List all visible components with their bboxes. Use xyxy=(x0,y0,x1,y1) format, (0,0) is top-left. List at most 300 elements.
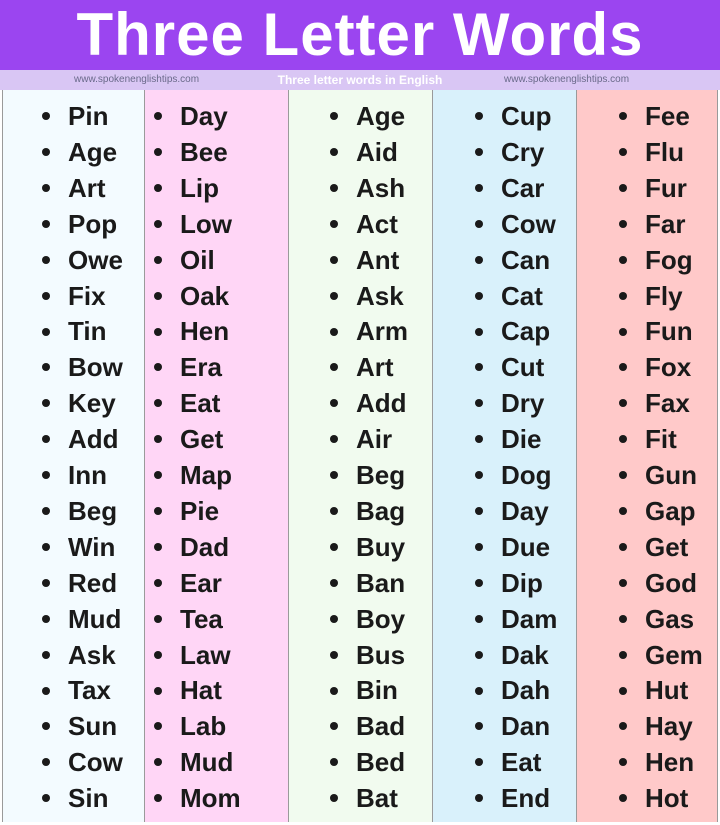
word-item xyxy=(475,601,557,637)
word-item xyxy=(42,421,119,457)
word-column-5 xyxy=(577,90,718,822)
bullet-icon xyxy=(154,722,162,730)
word-text: Hat xyxy=(180,675,222,706)
word-item xyxy=(619,637,703,673)
word-text: Dam xyxy=(501,603,558,634)
word-item xyxy=(154,385,220,421)
word-item xyxy=(475,349,544,385)
word-item xyxy=(619,493,696,529)
word-text: Bee xyxy=(180,136,228,167)
word-text: Can xyxy=(501,244,551,275)
bullet-icon xyxy=(154,220,162,228)
word-item xyxy=(154,744,233,780)
word-item xyxy=(619,242,693,278)
word-item xyxy=(619,780,688,816)
word-item xyxy=(475,134,544,170)
bullet-icon xyxy=(619,292,627,300)
word-text: Beg xyxy=(68,495,118,526)
word-item xyxy=(619,98,690,134)
word-item xyxy=(475,565,543,601)
bullet-icon xyxy=(475,292,483,300)
word-text: Fix xyxy=(68,280,106,311)
bullet-icon xyxy=(42,220,50,228)
bullet-icon xyxy=(42,543,50,551)
word-item xyxy=(154,672,222,708)
bullet-icon xyxy=(154,543,162,551)
bullet-icon xyxy=(619,507,627,515)
word-text: Sin xyxy=(68,783,109,814)
word-text: Ban xyxy=(356,567,406,598)
word-text: Dry xyxy=(501,388,545,419)
word-item xyxy=(619,385,690,421)
word-item xyxy=(475,457,552,493)
word-text: Mud xyxy=(68,603,122,634)
bullet-icon xyxy=(330,615,338,623)
word-text: Buy xyxy=(356,531,406,562)
word-item xyxy=(154,565,222,601)
bullet-icon xyxy=(475,615,483,623)
word-item xyxy=(42,493,117,529)
bullet-icon xyxy=(330,471,338,479)
word-text: Gas xyxy=(645,603,695,634)
word-text: Win xyxy=(68,531,116,562)
bullet-icon xyxy=(475,184,483,192)
word-item xyxy=(330,421,392,457)
word-text: Fun xyxy=(645,316,693,347)
bullet-icon xyxy=(42,651,50,659)
word-text: Hut xyxy=(645,675,689,706)
bullet-icon xyxy=(330,399,338,407)
page-title: Three Letter Words xyxy=(76,1,644,68)
bullet-icon xyxy=(475,651,483,659)
word-text: Dak xyxy=(501,639,549,670)
bullet-icon xyxy=(42,292,50,300)
bullet-icon xyxy=(619,615,627,623)
word-item xyxy=(619,565,697,601)
bullet-icon xyxy=(154,579,162,587)
word-text: Hen xyxy=(180,316,230,347)
word-item xyxy=(154,349,222,385)
word-text: Red xyxy=(68,567,118,598)
word-text: Fit xyxy=(645,424,677,455)
word-text: Act xyxy=(356,208,398,239)
bullet-icon xyxy=(42,328,50,336)
bullet-icon xyxy=(154,148,162,156)
bullet-icon xyxy=(619,543,627,551)
word-text: Far xyxy=(645,208,686,239)
word-item xyxy=(154,242,215,278)
word-item xyxy=(475,637,549,673)
word-text: Day xyxy=(501,495,549,526)
word-text: Aid xyxy=(356,136,398,167)
word-item xyxy=(330,98,405,134)
bullet-icon xyxy=(619,758,627,766)
word-grid xyxy=(0,90,720,825)
word-item xyxy=(330,529,405,565)
word-text: Age xyxy=(356,101,406,131)
word-item xyxy=(42,601,121,637)
bullet-icon xyxy=(42,148,50,156)
word-item xyxy=(619,349,691,385)
word-item xyxy=(42,565,117,601)
bullet-icon xyxy=(619,256,627,264)
word-item xyxy=(154,278,229,314)
word-text: Lab xyxy=(180,711,227,742)
bullet-icon xyxy=(330,363,338,371)
bullet-icon xyxy=(475,687,483,695)
word-text: Ant xyxy=(356,244,400,275)
word-item xyxy=(42,708,117,744)
bullet-icon xyxy=(619,722,627,730)
header-banner xyxy=(0,0,720,70)
bullet-icon xyxy=(619,112,627,120)
word-item xyxy=(475,744,541,780)
bullet-icon xyxy=(42,399,50,407)
word-item xyxy=(42,134,117,170)
word-item xyxy=(330,170,405,206)
bullet-icon xyxy=(330,184,338,192)
word-text: Ash xyxy=(356,172,406,203)
word-item xyxy=(154,601,223,637)
word-item xyxy=(42,672,111,708)
website-right: www.spokenenglishtips.com xyxy=(504,74,630,85)
word-column-1 xyxy=(2,90,145,822)
word-item xyxy=(475,313,550,349)
word-item xyxy=(154,457,232,493)
word-item xyxy=(330,134,398,170)
word-text: Get xyxy=(180,424,224,455)
bullet-icon xyxy=(154,328,162,336)
bullet-icon xyxy=(619,687,627,695)
subtitle-bar xyxy=(0,70,720,90)
word-item xyxy=(42,278,106,314)
word-text: Ask xyxy=(68,639,116,670)
bullet-icon xyxy=(619,435,627,443)
word-text: Die xyxy=(501,424,542,455)
bullet-icon xyxy=(154,184,162,192)
word-text: Dog xyxy=(501,460,552,490)
word-item xyxy=(619,421,677,457)
word-column-2 xyxy=(145,90,289,822)
word-text: Cup xyxy=(501,101,552,131)
bullet-icon xyxy=(619,148,627,156)
word-text: Fly xyxy=(645,280,683,311)
word-item xyxy=(475,780,550,816)
word-item xyxy=(475,242,550,278)
word-text: Ear xyxy=(180,567,222,598)
word-item xyxy=(154,206,232,242)
word-text: Ask xyxy=(356,280,404,311)
word-item xyxy=(154,780,241,816)
word-text: Boy xyxy=(356,603,406,634)
word-column-4 xyxy=(433,90,577,822)
word-item xyxy=(330,708,405,744)
word-text: Bow xyxy=(68,352,123,383)
word-item xyxy=(619,206,685,242)
word-text: Air xyxy=(356,424,393,455)
word-item xyxy=(330,672,398,708)
word-item xyxy=(154,134,228,170)
word-text: Fur xyxy=(645,172,687,203)
word-text: Dad xyxy=(180,531,230,562)
word-text: Mom xyxy=(180,783,241,814)
bullet-icon xyxy=(154,615,162,623)
word-text: Low xyxy=(180,208,232,239)
word-item xyxy=(475,98,552,134)
word-item xyxy=(42,98,108,134)
word-item xyxy=(330,278,404,314)
word-item xyxy=(330,206,398,242)
word-text: Age xyxy=(68,136,118,167)
word-text: Hot xyxy=(645,783,689,814)
word-text: Art xyxy=(68,172,106,203)
word-text: Fox xyxy=(645,352,692,383)
word-item xyxy=(330,744,405,780)
word-text: Hen xyxy=(645,747,695,778)
word-text: Art xyxy=(356,352,394,383)
word-item xyxy=(619,601,694,637)
bullet-icon xyxy=(330,435,338,443)
word-text: Mud xyxy=(180,747,234,778)
bullet-icon xyxy=(42,112,50,120)
word-text: Add xyxy=(68,424,119,455)
bullet-icon xyxy=(154,112,162,120)
word-text: Cry xyxy=(501,136,545,167)
word-text: Era xyxy=(180,352,222,383)
word-text: End xyxy=(501,783,551,814)
bullet-icon xyxy=(475,471,483,479)
bullet-icon xyxy=(475,758,483,766)
word-item xyxy=(154,170,219,206)
bullet-icon xyxy=(154,292,162,300)
word-item xyxy=(42,780,108,816)
word-item xyxy=(154,637,231,673)
word-text: Tea xyxy=(180,603,223,634)
bullet-icon xyxy=(42,794,50,802)
word-text: Gem xyxy=(645,639,703,670)
word-text: Inn xyxy=(68,460,107,490)
word-text: Tin xyxy=(68,316,107,347)
word-text: Cut xyxy=(501,352,545,383)
word-column-3 xyxy=(289,90,433,822)
word-text: God xyxy=(645,567,697,598)
word-text: Dip xyxy=(501,567,543,598)
word-item xyxy=(475,421,541,457)
bullet-icon xyxy=(42,579,50,587)
word-text: Cow xyxy=(501,208,556,239)
bullet-icon xyxy=(619,399,627,407)
bullet-icon xyxy=(42,758,50,766)
word-text: Bin xyxy=(356,675,398,706)
bullet-icon xyxy=(619,651,627,659)
word-text: Beg xyxy=(356,460,406,490)
word-text: Fog xyxy=(645,244,693,275)
word-text: Cap xyxy=(501,316,551,347)
word-item xyxy=(619,278,683,314)
bullet-icon xyxy=(475,112,483,120)
bullet-icon xyxy=(154,399,162,407)
word-text: Gap xyxy=(645,495,696,526)
word-item xyxy=(154,313,229,349)
bullet-icon xyxy=(475,363,483,371)
word-text: Fee xyxy=(645,101,690,131)
word-text: Cat xyxy=(501,280,543,311)
word-item xyxy=(154,493,219,529)
website-left: www.spokenenglishtips.com xyxy=(74,74,200,85)
bullet-icon xyxy=(42,184,50,192)
word-text: Hay xyxy=(645,711,693,742)
word-text: Due xyxy=(501,531,551,562)
bullet-icon xyxy=(42,722,50,730)
word-item xyxy=(475,278,543,314)
word-text: Lip xyxy=(180,172,219,203)
bullet-icon xyxy=(330,220,338,228)
word-text: Car xyxy=(501,172,545,203)
word-text: Arm xyxy=(356,316,409,347)
word-item xyxy=(330,637,405,673)
bullet-icon xyxy=(42,471,50,479)
word-item xyxy=(619,457,697,493)
bullet-icon xyxy=(154,471,162,479)
bullet-icon xyxy=(154,435,162,443)
word-text: Owe xyxy=(68,244,123,275)
bullet-icon xyxy=(330,687,338,695)
word-text: Pin xyxy=(68,101,109,131)
bullet-icon xyxy=(330,651,338,659)
word-item xyxy=(42,529,115,565)
bullet-icon xyxy=(330,292,338,300)
bullet-icon xyxy=(330,112,338,120)
bullet-icon xyxy=(619,794,627,802)
word-text: Key xyxy=(68,388,116,419)
bullet-icon xyxy=(330,794,338,802)
bullet-icon xyxy=(330,507,338,515)
bullet-icon xyxy=(154,363,162,371)
word-item xyxy=(154,708,226,744)
subtitle: Three letter words in English xyxy=(277,73,443,87)
word-item xyxy=(154,98,228,134)
word-text: Tax xyxy=(68,675,111,706)
word-item xyxy=(475,493,549,529)
bullet-icon xyxy=(330,579,338,587)
word-item xyxy=(42,242,123,278)
word-item xyxy=(330,565,405,601)
word-item xyxy=(619,313,693,349)
bullet-icon xyxy=(154,687,162,695)
word-text: Gun xyxy=(645,460,697,490)
word-item xyxy=(42,744,123,780)
bullet-icon xyxy=(42,363,50,371)
bullet-icon xyxy=(330,722,338,730)
word-item xyxy=(619,134,684,170)
bullet-icon xyxy=(619,579,627,587)
word-item xyxy=(330,242,399,278)
word-item xyxy=(619,708,693,744)
bullet-icon xyxy=(619,220,627,228)
bullet-icon xyxy=(42,435,50,443)
bullet-icon xyxy=(330,256,338,264)
bullet-icon xyxy=(475,328,483,336)
bullet-icon xyxy=(330,328,338,336)
word-text: Fax xyxy=(645,388,690,419)
word-item xyxy=(619,744,694,780)
word-item xyxy=(42,637,116,673)
word-item xyxy=(42,385,116,421)
bullet-icon xyxy=(42,687,50,695)
bullet-icon xyxy=(330,543,338,551)
bullet-icon xyxy=(154,758,162,766)
word-text: Oil xyxy=(180,244,215,275)
word-item xyxy=(330,780,398,816)
word-item xyxy=(475,708,550,744)
bullet-icon xyxy=(330,758,338,766)
word-item xyxy=(154,529,229,565)
word-item xyxy=(475,672,550,708)
bullet-icon xyxy=(619,184,627,192)
bullet-icon xyxy=(475,220,483,228)
word-item xyxy=(42,206,117,242)
word-text: Dan xyxy=(501,711,551,742)
word-text: Bad xyxy=(356,711,406,742)
word-text: Pie xyxy=(180,495,220,526)
bullet-icon xyxy=(154,794,162,802)
word-item xyxy=(475,170,544,206)
word-item xyxy=(619,170,687,206)
word-text: Bed xyxy=(356,747,406,778)
word-item xyxy=(330,457,405,493)
word-item xyxy=(42,170,106,206)
word-text: Bus xyxy=(356,639,406,670)
bullet-icon xyxy=(154,651,162,659)
bullet-icon xyxy=(42,507,50,515)
bullet-icon xyxy=(619,471,627,479)
word-text: Eat xyxy=(501,747,542,778)
word-text: Oak xyxy=(180,280,230,311)
word-text: Pop xyxy=(68,208,118,239)
word-text: Bat xyxy=(356,783,398,814)
word-text: Flu xyxy=(645,136,684,167)
word-item xyxy=(42,349,123,385)
bullet-icon xyxy=(475,543,483,551)
bullet-icon xyxy=(475,148,483,156)
bullet-icon xyxy=(154,507,162,515)
word-text: Cow xyxy=(68,747,123,778)
bullet-icon xyxy=(154,256,162,264)
bullet-icon xyxy=(619,328,627,336)
word-item xyxy=(42,313,107,349)
word-item xyxy=(330,313,408,349)
word-item xyxy=(475,385,544,421)
bullet-icon xyxy=(619,363,627,371)
word-text: Add xyxy=(356,388,407,419)
word-item xyxy=(475,529,550,565)
word-text: Law xyxy=(180,639,231,670)
bullet-icon xyxy=(475,794,483,802)
word-text: Sun xyxy=(68,711,118,742)
bullet-icon xyxy=(475,256,483,264)
word-text: Eat xyxy=(180,388,221,419)
word-item xyxy=(619,529,688,565)
word-text: Map xyxy=(180,460,232,490)
bullet-icon xyxy=(42,615,50,623)
bullet-icon xyxy=(475,435,483,443)
word-item xyxy=(330,385,407,421)
bullet-icon xyxy=(475,507,483,515)
word-item xyxy=(619,672,688,708)
word-item xyxy=(42,457,107,493)
bullet-icon xyxy=(42,256,50,264)
word-item xyxy=(330,601,405,637)
